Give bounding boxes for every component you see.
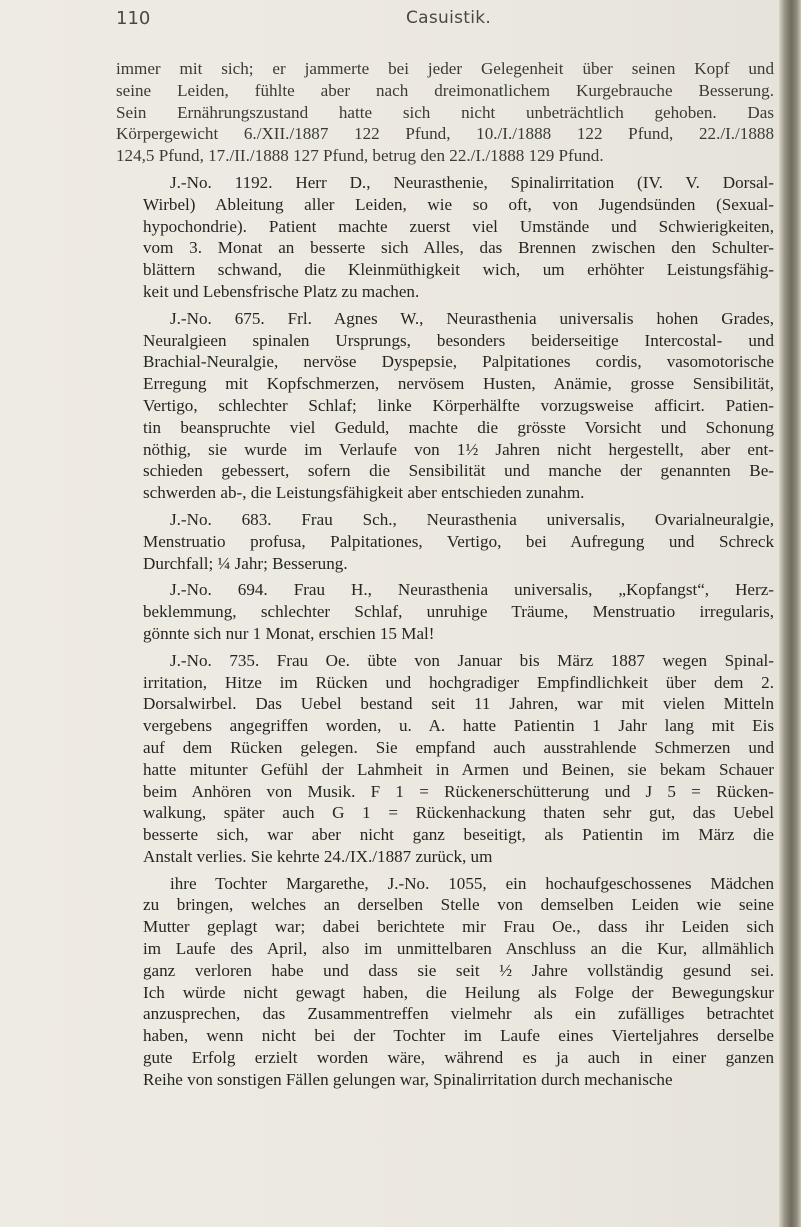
text-line: seine Leiden, fühlte aber nach dreimonatlichem Kurgebrauche Besserung. [116, 80, 774, 100]
text-line: blättern schwand, die Kleinmüthigkeit wich, um erhöhter Leistungsfähig- [143, 260, 774, 280]
text-line: zu bringen, welches an derselben Stelle von demselben Leiden wie seine [143, 895, 774, 915]
text-line: beklemmung, schlechter Schlaf, unruhige Träume, Menstruatio irregularis, [143, 602, 774, 622]
case-paragraph [116, 650, 774, 868]
text-line: Körpergewicht 6./XII./1887 122 Pfund, 10./I./1888 122 Pfund, 22./I./1888 [116, 124, 774, 144]
text-line: vergebens angegriffen worden, u. A. hatte Patientin 1 Jahr lang mit Eis [143, 716, 774, 736]
text-line: Erregung mit Kopfschmerzen, nervösem Husten, Anämie, grosse Sensibilität, [143, 374, 774, 394]
text-line: keit und Lebensfrische Platz zu machen. [143, 281, 420, 301]
text-line: Reihe von sonstigen Fällen gelungen war, Spinalirritation durch mechanische [143, 1069, 673, 1089]
text-line: J.-No. 1192. Herr D., Neurasthenie, Spinalirritation (IV. V. Dorsal- [170, 172, 774, 192]
text-line: schieden gebessert, sofern die Sensibilität und manche der genannten Be- [143, 461, 774, 481]
case-paragraph [116, 172, 774, 303]
text-line: ihre Tochter Margarethe, J.-No. 1055, ein hochaufgeschossenes Mädchen [170, 873, 774, 893]
text-line: Menstruatio profusa, Palpitationes, Vertigo, bei Aufregung und Schreck [143, 531, 774, 551]
text-line: J.-No. 683. Frau Sch., Neurasthenia universalis, Ovarialneuralgie, [170, 509, 774, 529]
text-line: J.-No. 694. Frau H., Neurasthenia universalis, „Kopfangst“, Herz- [170, 580, 774, 600]
case-paragraph [116, 579, 774, 644]
text-line: J.-No. 735. Frau Oe. übte von Januar bis März 1887 wegen Spinal- [170, 650, 774, 670]
text-line: walkung, später auch G 1 = Rückenhackung thaten sehr gut, das Uebel [143, 803, 774, 823]
text-line: vom 3. Monat an besserte sich Alles, das Brennen zwischen den Schulter- [143, 238, 774, 258]
body-text [116, 58, 774, 1096]
paragraph [116, 873, 774, 1091]
text-line: Mutter geplagt war; dabei berichtete mir Frau Oe., dass ihr Leiden sich [143, 917, 774, 937]
text-line: Sein Ernährungszustand hatte sich nicht unbeträchtlich gehoben. Das [116, 102, 774, 122]
text-line: schwerden ab-, die Leistungsfähigkeit aber entschieden zunahm. [143, 483, 585, 503]
text-line: Vertigo, schlechter Schlaf; linke Körperhälfte vorzugsweise afficirt. Patien- [143, 395, 774, 415]
text-line: haben, wenn nicht bei der Tochter im Laufe eines Vierteljahres derselbe [143, 1026, 774, 1046]
text-line: Neuralgieen spinalen Ursprungs, besonders beiderseitige Intercostal- und [143, 330, 774, 350]
page-number: 110 [116, 8, 151, 29]
text-line: J.-No. 675. Frl. Agnes W., Neurasthenia universalis hohen Grades, [170, 308, 774, 328]
page-header [116, 8, 776, 36]
text-line: Durchfall; ¼ Jahr; Besserung. [143, 553, 348, 573]
text-line: Wirbel) Ableitung aller Leiden, wie so oft, von Jugendsünden (Sexual- [143, 194, 774, 214]
text-line: Ich würde nicht gewagt haben, die Heilung als Folge der Bewegungskur [143, 982, 774, 1002]
text-line: anzusprechen, das Zusammentreffen vielmehr als ein zufälliges betrachtet [143, 1004, 774, 1024]
text-line: ganz verloren habe und dass sie seit ½ Jahre vollständig gesund sei. [143, 960, 774, 980]
text-line: besserte sich, war aber nicht ganz beseitigt, als Patientin im März die [143, 825, 774, 845]
text-line: tin beanspruchte viel Geduld, machte die grösste Vorsicht und Schonung [143, 417, 774, 437]
text-line: Dorsalwirbel. Das Uebel bestand seit 11 Jahren, war mit vielen Mitteln [143, 694, 774, 714]
case-paragraph [116, 308, 774, 504]
text-line: Brachial-Neuralgie, nervöse Dyspepsie, Palpitationes cordis, vasomotorische [143, 352, 774, 372]
text-line: immer mit sich; er jammerte bei jeder Gelegenheit über seinen Kopf und [116, 59, 774, 78]
text-line: 124,5 Pfund, 17./II./1888 127 Pfund, betrug den 22./I./1888 129 Pfund. [116, 146, 604, 166]
text-line: gönnte sich nur 1 Monat, erschien 15 Mal! [143, 623, 435, 643]
text-line: hypochondrie). Patient machte zuerst viel Umstände und Schwierigkeiten, [143, 216, 774, 236]
text-line: Anstalt verlies. Sie kehrte 24./IX./1887 zurück, um [143, 846, 493, 866]
case-paragraph [116, 509, 774, 574]
text-line: beim Anhören von Musik. F 1 = Rückenerschütterung und J 5 = Rücken- [143, 781, 774, 801]
text-line: gute Erfolg erzielt worden wäre, während es ja auch in einer ganzen [143, 1048, 774, 1068]
text-line: auf dem Rücken gelegen. Sie empfand auch ausstrahlende Schmerzen und [143, 737, 774, 757]
page-edge-shadow [779, 0, 801, 1227]
text-line: irritation, Hitze im Rücken und hochgradiger Empfindlichkeit über dem 2. [143, 672, 774, 692]
paragraph [116, 58, 774, 167]
text-line: im Laufe des April, also im unmittelbaren Anschluss an die Kur, allmählich [143, 939, 774, 959]
running-title: Casuistik. [406, 8, 492, 28]
text-line: nöthig, sie wurde im Verlaufe von 1½ Jahren nicht hergestellt, aber ent- [143, 439, 774, 459]
text-line: hatte mitunter Gefühl der Lahmheit in Armen und Beinen, sie bekam Schauer [143, 759, 774, 779]
